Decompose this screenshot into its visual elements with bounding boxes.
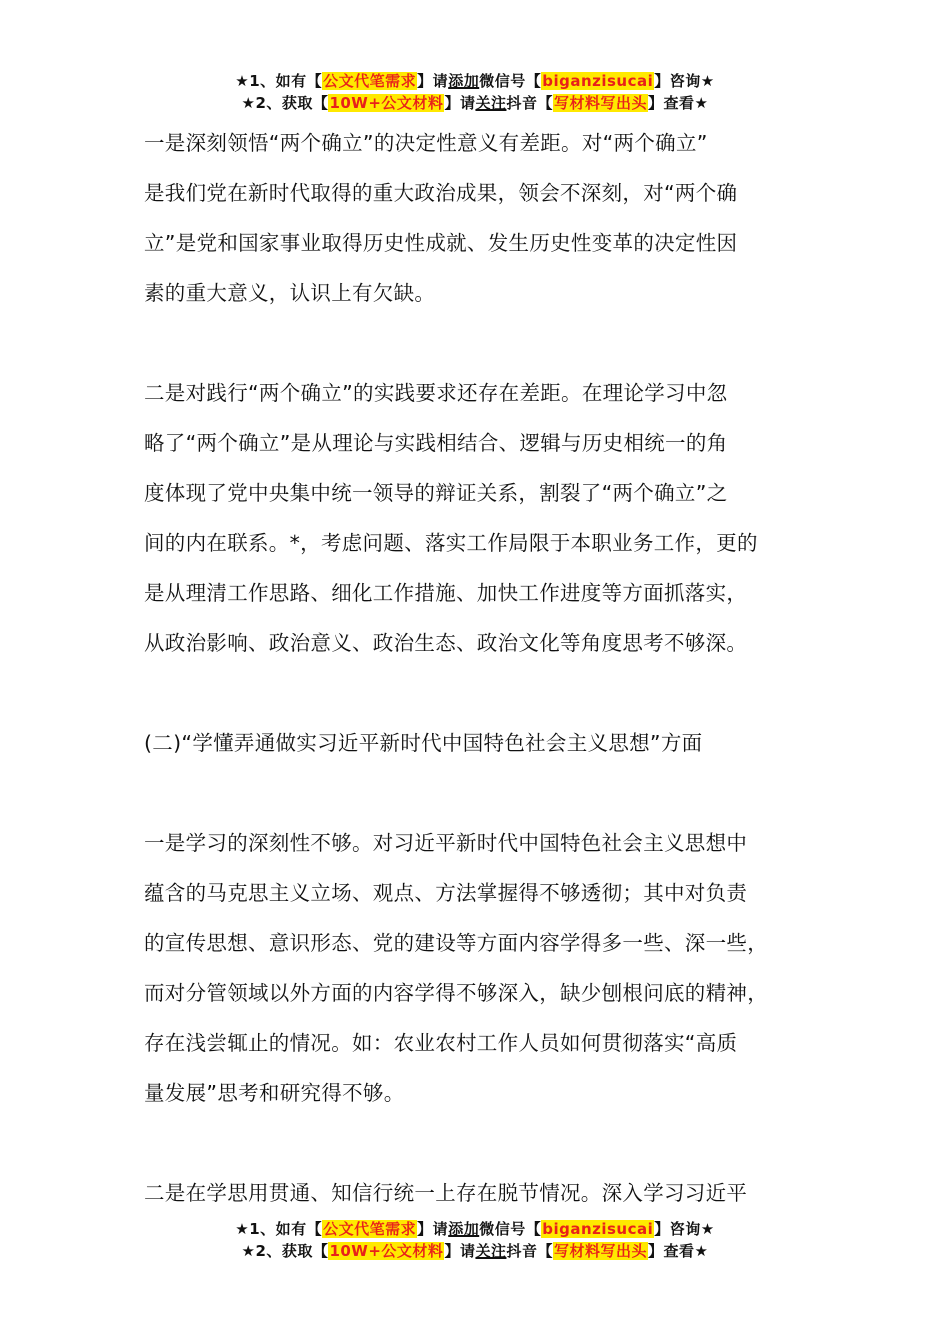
highlight-service: 公文代笔需求 xyxy=(323,1220,417,1238)
highlight-materials: 10W+公文材料 xyxy=(329,94,444,112)
paragraph-spacer xyxy=(144,1118,844,1168)
text-line: 的宣传思想、意识形态、党的建设等方面内容学得多一些、深一些， xyxy=(144,931,768,955)
text-line: 一是深刻领悟“两个确立”的决定性意义有差距。对“两个确立” xyxy=(144,131,708,155)
paragraph-spacer xyxy=(144,768,844,818)
text-line: (二)“学懂弄通做实习近平新时代中国特色社会主义思想”方面 xyxy=(144,731,703,755)
banner-text: 】咨询★ xyxy=(654,72,715,90)
paragraph-4 xyxy=(144,1168,844,1218)
text-line: 而对分管领域以外方面的内容学得不够深入，缺少刨根问底的精神， xyxy=(144,981,768,1005)
highlight-douyin-account: 写材料写出头 xyxy=(553,94,647,112)
banner-text: ★1、如有【 xyxy=(235,72,323,90)
text-line: 素的重大意义，认识上有欠缺。 xyxy=(144,281,436,305)
text-line: 存在浅尝辄止的情况。如：农业农村工作人员如何贯彻落实“高质 xyxy=(144,1031,738,1055)
banner-text: 微信号【 xyxy=(479,1220,542,1238)
paragraph-spacer xyxy=(144,668,844,718)
highlight-wechat-id: biganzisucai xyxy=(542,72,654,90)
banner-underlined-text: 添加 xyxy=(448,1220,480,1238)
highlight-wechat-id: biganzisucai xyxy=(542,1220,654,1238)
text-line: 略了“两个确立”是从理论与实践相结合、逻辑与历史相统一的角 xyxy=(144,431,728,455)
banner-text: 】请 xyxy=(417,1220,449,1238)
text-line: 二是对践行“两个确立”的实践要求还存在差距。在理论学习中忽 xyxy=(144,381,728,405)
banner-line-2 xyxy=(0,1240,950,1262)
highlight-materials: 10W+公文材料 xyxy=(329,1242,444,1260)
banner-text: 】请 xyxy=(444,1242,476,1260)
text-line: 从政治影响、政治意义、政治生态、政治文化等角度思考不够深。 xyxy=(144,631,748,655)
banner-text: ★1、如有【 xyxy=(235,1220,323,1238)
banner-text: ★2、获取【 xyxy=(241,94,329,112)
text-line: 是我们党在新时代取得的重大政治成果，领会不深刻，对“两个确 xyxy=(144,181,738,205)
banner-text: ★2、获取【 xyxy=(241,1242,329,1260)
header-banner xyxy=(0,70,950,114)
text-line: 是从理清工作思路、细化工作措施、加快工作进度等方面抓落实， xyxy=(144,581,748,605)
paragraph-3 xyxy=(144,818,844,1118)
banner-text: 】查看★ xyxy=(648,94,709,112)
banner-text: 抖音【 xyxy=(506,94,553,112)
highlight-douyin-account: 写材料写出头 xyxy=(553,1242,647,1260)
text-line: 蕴含的马克思主义立场、观点、方法掌握得不够透彻；其中对负责 xyxy=(144,881,748,905)
text-line: 间的内在联系。*，考虑问题、落实工作局限于本职业务工作，更的 xyxy=(144,531,758,555)
banner-text: 】请 xyxy=(417,72,449,90)
banner-line-2 xyxy=(0,92,950,114)
highlight-service: 公文代笔需求 xyxy=(323,72,417,90)
banner-line-1 xyxy=(0,70,950,92)
banner-underlined-text: 添加 xyxy=(448,72,480,90)
banner-underlined-text: 关注 xyxy=(475,94,507,112)
banner-text: 抖音【 xyxy=(506,1242,553,1260)
banner-underlined-text: 关注 xyxy=(475,1242,507,1260)
paragraph-1 xyxy=(144,118,844,318)
banner-line-1 xyxy=(0,1218,950,1240)
banner-text: 微信号【 xyxy=(479,72,542,90)
text-line: 二是在学思用贯通、知信行统一上存在脱节情况。深入学习习近平 xyxy=(144,1181,748,1205)
banner-text: 】查看★ xyxy=(648,1242,709,1260)
banner-text: 】请 xyxy=(444,94,476,112)
text-line: 一是学习的深刻性不够。对习近平新时代中国特色社会主义思想中 xyxy=(144,831,748,855)
text-line: 量发展”思考和研究得不够。 xyxy=(144,1081,405,1105)
section-heading xyxy=(144,718,844,768)
text-line: 立”是党和国家事业取得历史性成就、发生历史性变革的决定性因 xyxy=(144,231,738,255)
paragraph-2 xyxy=(144,368,844,668)
document-body xyxy=(144,118,844,1218)
paragraph-spacer xyxy=(144,318,844,368)
footer-banner xyxy=(0,1218,950,1262)
text-line: 度体现了党中央集中统一领导的辩证关系，割裂了“两个确立”之 xyxy=(144,481,728,505)
banner-text: 】咨询★ xyxy=(654,1220,715,1238)
